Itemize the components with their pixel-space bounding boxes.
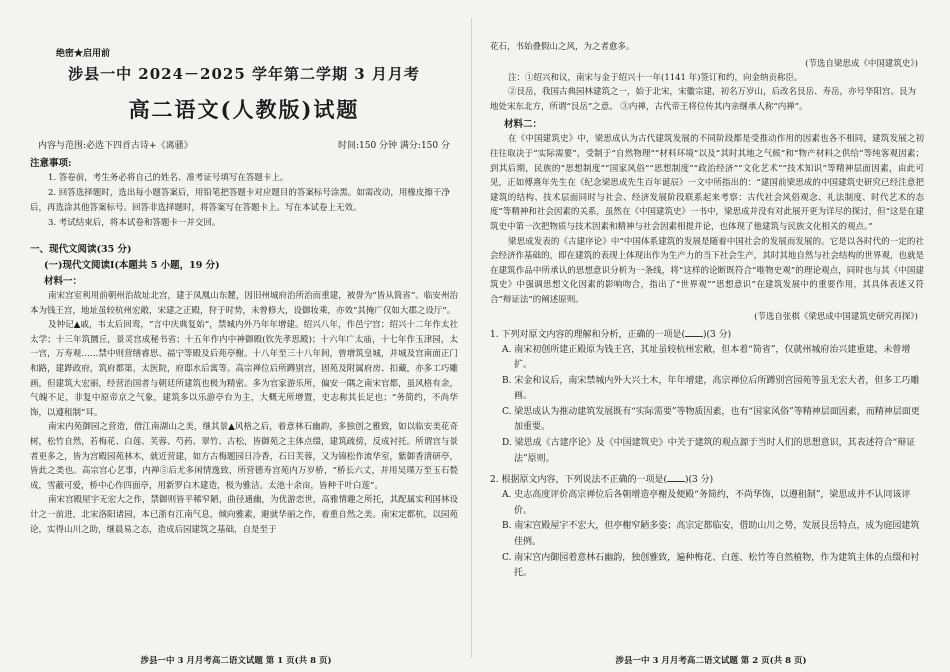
answer-option: A. 南宋初创所建正殿原为钱王宫，其址虽较杭州宏敞，但本着“简省”，仅就州城府治兴建重建，未曾增扩。: [502, 344, 911, 371]
page-footer: 涉县一中 3 月月考高二语文试题 第 1 页(共 8 页): [140, 656, 332, 666]
secret-label: 绝密★启用前: [56, 49, 111, 59]
notice-heading: 注意事项:: [30, 158, 72, 169]
material-label: 材料二：: [504, 119, 543, 131]
answer-option: C. 南宋宫内御园着意林石幽韵，独创雅致，遍种梅花、白莲、松竹等自然植物，作为建筑主体的点缀和衬托。: [502, 552, 920, 579]
answer-option: D. 梁思成《古建序论》及《中国建筑史》中关于建筑的观点源于当时人们的思想意识，其表述符合“辩证法”原则。: [502, 438, 916, 464]
passage-paragraph: 南宋宫室利用前朝州治故址北宫，建于凤凰山东麓，因旧州城府治所治而重建，被誉为“皆从简省”。临安州治本为钱王宫，地址虽较杭州宏敞，宋建之正殿，狩于时势，未曾修大，设御妆乘，亦效“其掩广仅如大郡之设厅”。: [30, 291, 458, 316]
footnote: 注：①绍兴和议，南宋与金于绍兴十一年(1141 年)签订和约，向金纳贡称臣。: [508, 72, 803, 83]
notice-item: 1. 答卷前，考生务必将自己的姓名、准考证号填写在答题卡上。: [48, 173, 289, 183]
question-stem: 2. 根据原文内容，下列说法不正确的一项是( )(3 分): [490, 475, 714, 486]
material-label: 材料一：: [44, 276, 83, 287]
subject-title: 高二语文(人教版)试题: [128, 97, 360, 122]
continued-line: 花石，书始叠假山之风，为之者愈多。: [490, 42, 635, 52]
answer-blank[interactable]: [667, 481, 685, 482]
answer-option: C. 梁思成认为推动建筑发展既有“实际需要”等物质因素，也有“国家风俗”等精神层面因素，而精神层面更加重要。: [502, 406, 920, 433]
page-footer: 涉县一中 3 月月考高二语文试题 第 2 页(共 8 页): [615, 656, 807, 666]
source-citation: (节选自张棋《梁思成中国建筑史研究再探》): [754, 311, 918, 322]
scope-text: 内容与范围:必选下四首古诗+《离骚》: [38, 141, 193, 151]
notice-item: 2. 回答选择题时，选出每小题答案后，用铅笔把答题卡对应题目的答案标号涂黑。如需改动，用橡皮擦干净后，再选涂其他答案标号。回答非选择题时，将答案写在答题卡上。写在本试卷上无效。: [30, 188, 450, 213]
passage-paragraph: 在《中国建筑史》中，梁思成认为古代建筑发展的不同阶段都是受推动作用的因素也各不相同，建筑发展之初往往取决于“实际需要”，受制于“自然物理”“材料环境”以及“其时其地之气候”和“物产材料之供给”等纯客观因素；到其后期，民族的“思想制度”“国家风俗”“思想制度”“政治经济”“文化艺术”“技术知识”等精神层面因素，由此可见，正如傅熹年先生在《纪念梁思成先生百年诞辰》一文中所指出的：“建国前梁思成的中国建筑史研究已经注意把建筑的结构、技术层面同时与社会、经济发展阶段联系起来考察：古代社会风俗观念、礼法制度、时代艺术的态度”等精神和社会因素的关系，虽然在《中国建筑史》一书中，梁思成并没有对此展开更为详尽的探讨，但“这是在建筑史中第一次把物质与技术因素和精神与社会因素相提并论，也体现了他建筑与民族文化相关的观点。”: [490, 134, 924, 232]
section-heading: 一、现代文阅读(35 分): [30, 244, 132, 255]
page-2: [472, 0, 950, 672]
answer-blank[interactable]: [685, 336, 703, 337]
passage-paragraph: 南宋内苑御园之营造，借江南湖山之美，继其景▲风格之后，着意林石幽韵，多独创之雅致，如以临安美花奇树，松竹自然，若梅花、白莲、芙蓉、芍药、翠竹、古松，皆御苑之主体点缀，建筑疏傍，反成衬托。所谓宫与景者更多之，皆为宫殿园苑林木，就近营建，如方古梅题园日冷香，石日芙蓉，又为锦松作流华室，紫御香清研亭，皆此之类也。高宗宫心艺事，内禅⑤后尤多闲情逸致，所营德寿宫苑内万岁桥，“桥长六丈，并用吴璞万至玉石甃成，雪蔽可爱，桥中心作四面亭，用新罗白木建造，极为雅洁。太池十余亩，皆种千叶白莲”。: [30, 422, 458, 491]
passage-paragraph: 南宋宫殿屋宇无宏大之作，禁御则皆平稀窄陋，曲径通幽，为优游恋世，高雅情趣之所托，其配属实利国林设计之一前进，北宋洛阳诸园，本已浙有江南气息，倾向雅素，避就华丽之作，着重自然之美。南宋定都杭，以园苑论，实得山川之助，继晨易之态，造成后园建筑之基础，自是至于: [30, 495, 458, 535]
footnote: ②艮岳，我国古典园林建筑之一，始于北宋，宋徽宗建，初名万岁山，后改名艮岳、寿岳，亦号华阳宫。艮为地处宋东北方，所谓“艮岳”之意。 ③内禅，古代帝王将位传其内亲继承人称“内禅”。: [490, 87, 917, 112]
page-1: [0, 0, 472, 672]
subsection-heading: (一)现代文阅读Ⅰ(本题共 5 小题，19 分): [44, 260, 220, 271]
source-citation: (节选自梁思成《中国建筑史》): [805, 58, 918, 69]
exam-title: 涉县一中 2024－2025 学年第二学期 3 月月考: [68, 65, 420, 83]
passage-paragraph: 梁思成发表的《古建序论》中“中国体系建筑的发展是随着中国社会的发展而发展的。它是以各时代的一定的社会经济作基础的，即在建筑的表现上体现出作为生产力的当下社会生产，其时其地自然与社会结构的世界观，也就是在建筑作品中所承认的思想意识分析为一条线，将“这样的论断既符合“唯物史观”的理论观点，同时也与其《中国建筑史》中强调思想文化因素的影响吻合，指出了“世界观”“思想意识”在建筑发展中的重要作用，其具体表述又符合“辩证法”的阐述原则。: [490, 236, 924, 305]
passage-paragraph: 及钟记▲戚，韦太后回鸾，“言中庆典复始”，禁城内外乃年年增建。绍兴八年，作邑宁宫；绍兴十二年作太社太学；十三年筑圜丘，景灵宫成秘书省；十五年作内中神御殿(钦先孝思殿)；十六年广太庙，十七年作玉津园，太一宫，万寿观……禁中则营缮睿思、福宁等殿及后苑亭榭。十八年至三十八年间，曾增筑皇城，并城及宫南面正门和路，建跸政府，筑府都第，太医院，府邸水后寓等。高宗禅位后所蹲别宫，固苑及附属府房、扣藏，亦多工巧雕画，但建筑大宏丽，经营治国者与朝廷所建筑也极为精密。多为官家游乐所，偏安一隅之南宋官都，虽风格有余，气魄不足，非复中原帝京之气象，建筑多以乐游亭台为主，大概无所增置，史志称其长足也；“务简约，不尚华饰，以遵租制”耳。: [30, 320, 458, 418]
notice-item: 3. 考试结束后，将本试卷和答题卡一并交回。: [48, 218, 221, 228]
question-stem: 1. 下列对原文内容的理解和分析，正确的一项是( )(3 分): [490, 329, 732, 340]
time-score-text: 时间:150 分钟 满分:150 分: [337, 141, 450, 151]
answer-option: A. 史志高度评价高宗禅位后各朝增造亭榭及便殿“务简约，不尚华饰，以遵租制”，梁思成并不认同该评价。: [502, 490, 911, 516]
scope-line: [38, 138, 450, 151]
answer-option: B. 南宋宫殿屋宇不宏大，但亭榭窄陋多姿；高宗定都临安，借助山川之势，发展艮岳特点，成为庭园建筑佳例。: [502, 521, 920, 548]
answer-option: B. 宋金和议后，南宋禁城内外大兴土木，年年增建，高宗禅位后所蹲别宫园苑等虽无宏大者，但多工巧雕画。: [502, 375, 920, 402]
